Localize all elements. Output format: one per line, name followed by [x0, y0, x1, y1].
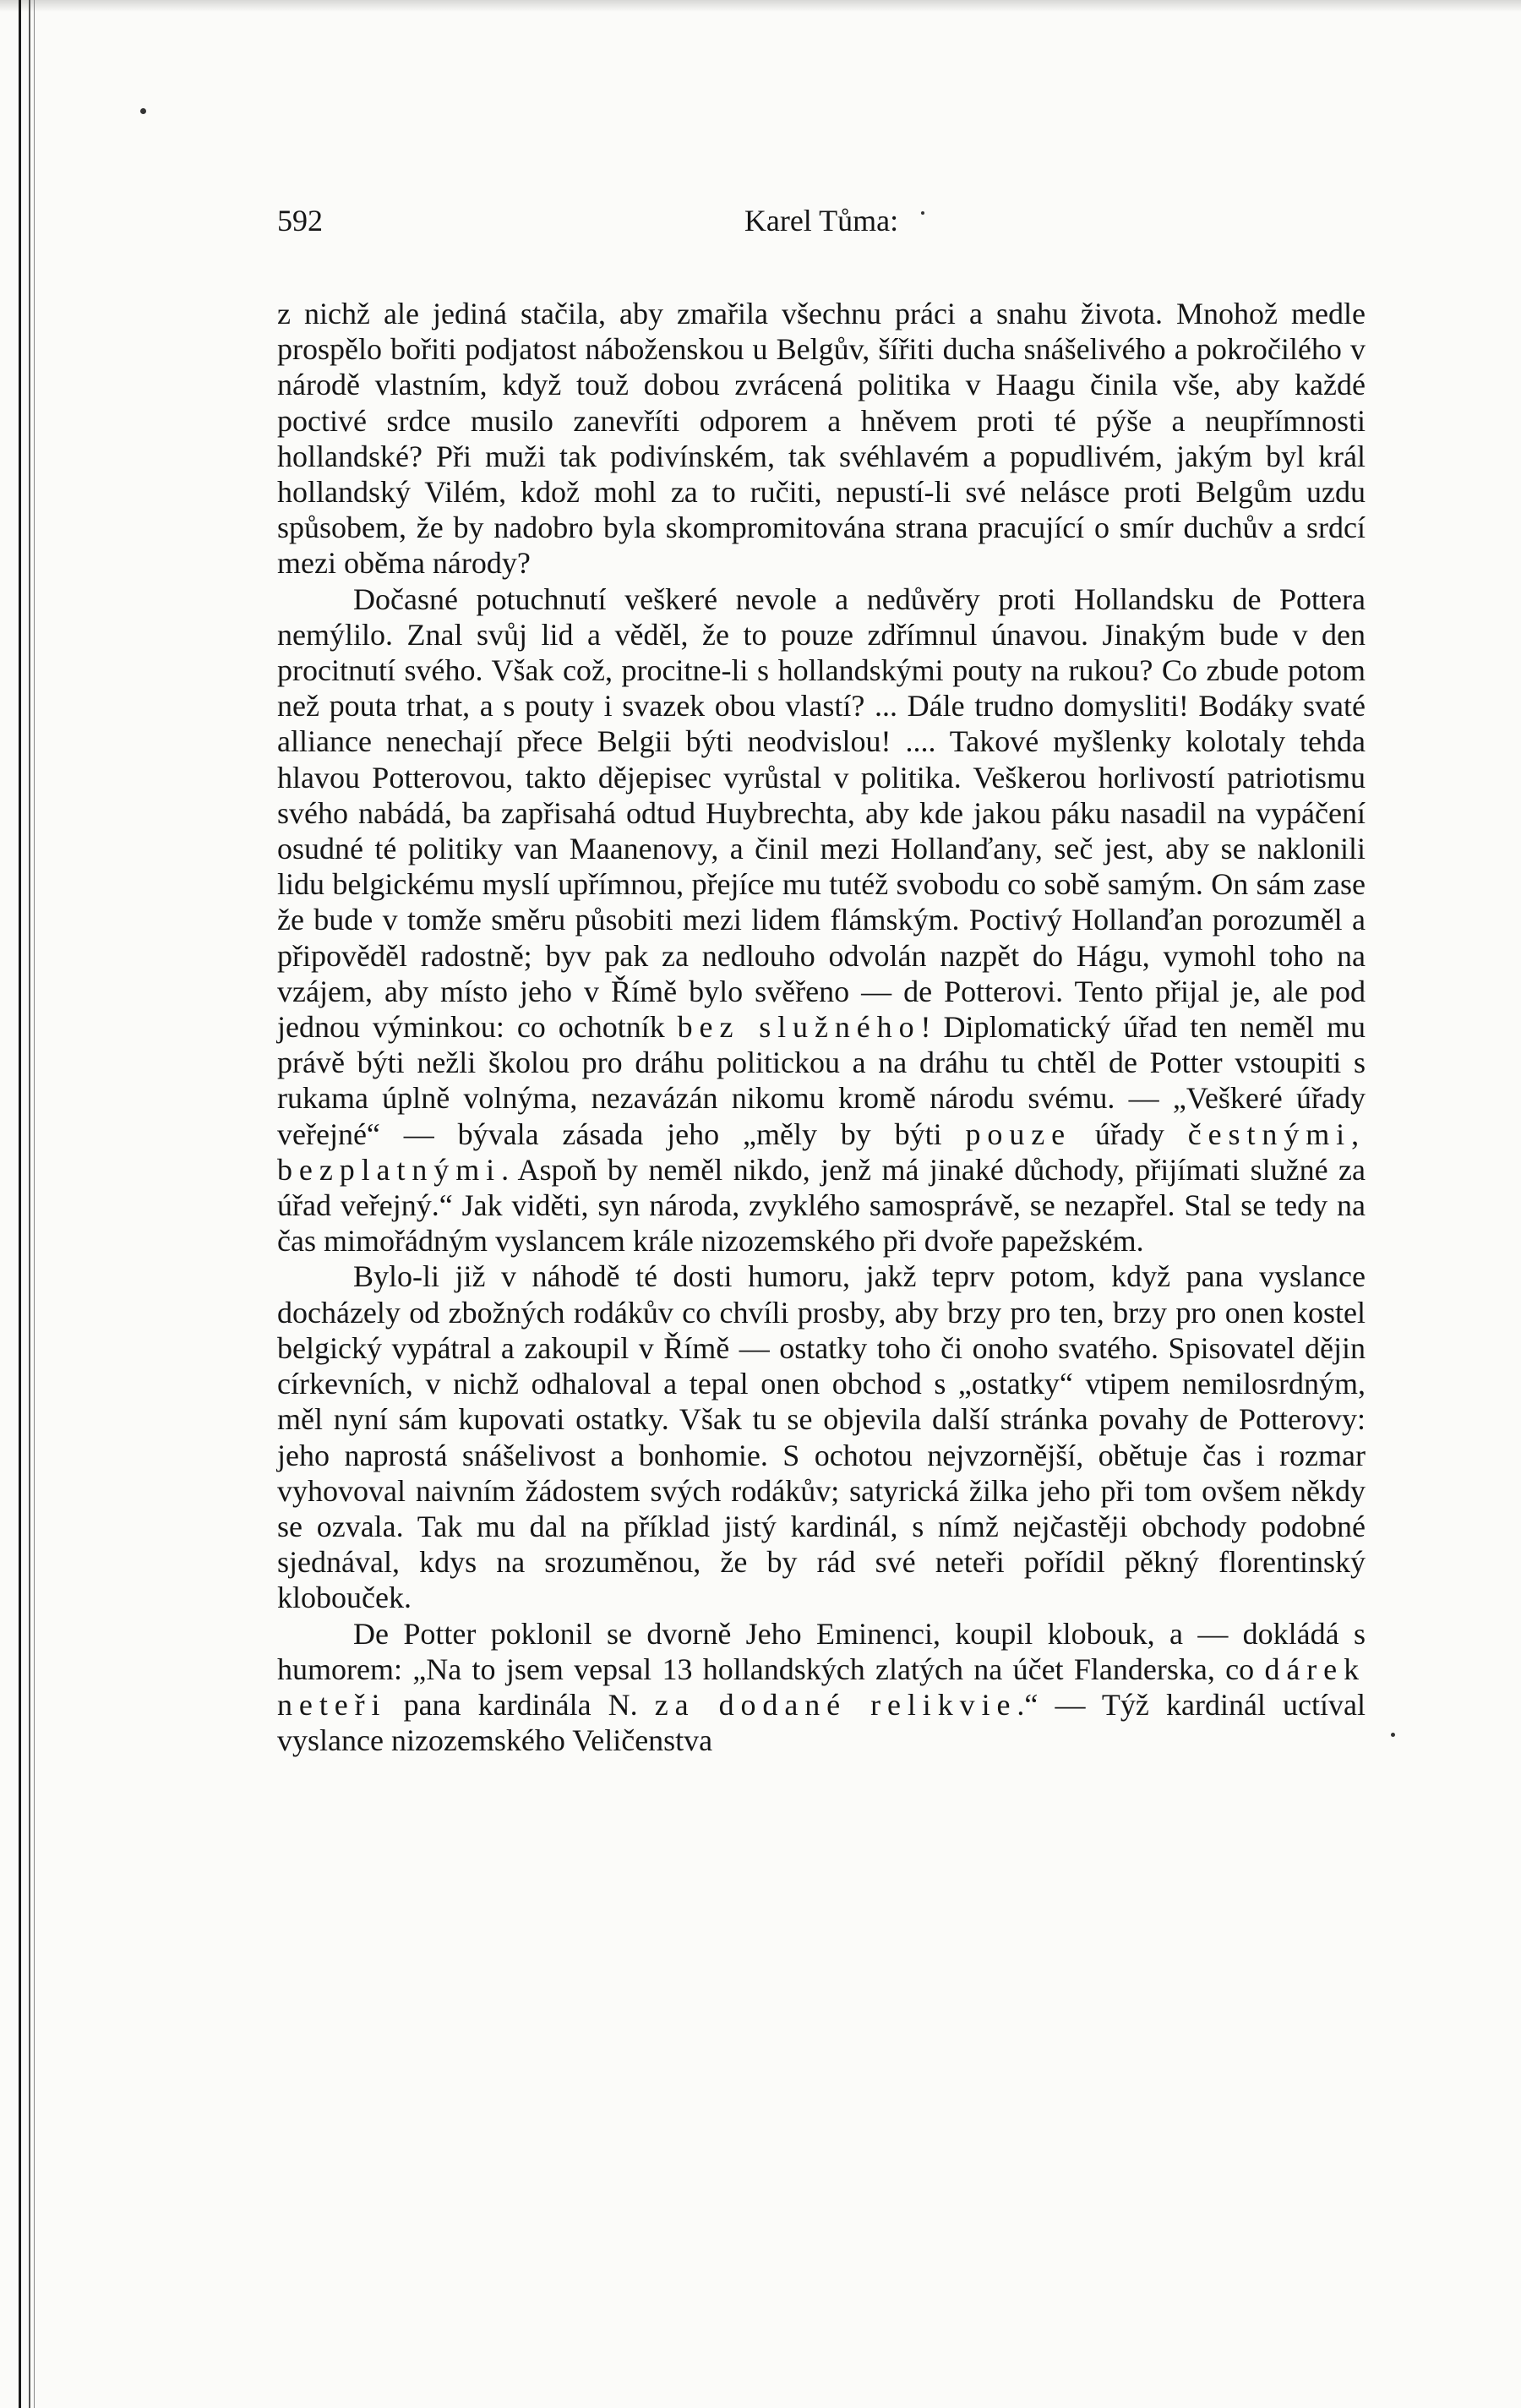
- paragraph-1: [277, 296, 1366, 582]
- paragraph-text: Dočasné potuchnutí veškeré nevole a nedůvěry proti Hollandsku de Pottera nemýlilo. Znal svůj lid a věděl, že to pouze zdřímnul únavou. Jinakým bude v den procitnutí svého. Však což, procitne-li s hollandskými pouty na rukou? Co zbude potom než pouta trhat, a s pouty i svazek obou vlastí? ... Dále trudno domysliti! Bodáky svaté alliance nenechají přece Belgii býti neodvislou! .... Takové myšlenky kolotaly tehda hlavou Potterovou, takto dějepisec vyrůstal v politika. Veškerou horlivostí patriotismu svého nabádá, ba zapřisahá odtud Huybrechta, aby kde jakou páku nasadil na vypáčení osudné té politiky van Maanenovy, a činil mezi Hollanďany, seč jest, aby se naklonili lidu belgickému myslí upřímnou, přejíce mu tutéž svobodu co sobě samým. On sám zase že bude v tomže směru působiti mezi lidem flámským. Poctivý Hollanďan porozuměl a připověděl radostně; byv pak za nedlouho odvolán nazpět do Hágu, vymohl toho na vzájem, aby místo jeho v Římě bylo svěřeno — de Potterovi. Tento přijal je, ale pod jednou výminkou: co ochotník: [277, 582, 1366, 1045]
- body-text: [277, 296, 1366, 1758]
- scan-top-shadow: [0, 0, 1521, 12]
- emphasis-text: pouze: [965, 1117, 1072, 1151]
- emphasis-text: čestnými, bezplatnými: [277, 1117, 1366, 1187]
- paragraph-text: z nichž ale jediná stačila, aby zmařila všechnu práci a snahu života. Mnohož medle prospělo bořiti podjatost náboženskou u Belgův, šířiti ducha snášelivého a pokročilého v národě vlastním, když touž dobou zvrácená politika v Haagu činila vše, aby každé poctivé srdce musilo zanevříti odporem a hněvem proti té pýše a neupřímnosti hollandské? Při muži tak podivínském, tak svéhlavém a popudlivém, jakým byl král hollandský Vilém, kdož mohl za to ručiti, nepustí-li své nelásce proti Belgům uzdu spůsobem, že by nadobro byla skompromitována strana pracující o smír duchův a srdcí mezi oběma národy?: [277, 297, 1366, 581]
- paragraph-text: úřady: [1071, 1117, 1188, 1151]
- binding-edge-line-faint: [34, 0, 35, 2408]
- scan-speck: [1391, 1733, 1395, 1737]
- emphasis-text: bez služného: [677, 1010, 921, 1045]
- running-head: Karel Tůma:: [744, 204, 899, 238]
- paragraph-text: ! Diplomatický úřad ten neměl mu právě býti nežli školou pro dráhu politickou a na dráhu tu chtěl de Potter vstoupiti s rukama úplně volnýma, nezavázán nikomu kromě národu svému. — „Veškeré úřady veřejné“ — bývala zásada jeho „měly by býti: [277, 1010, 1366, 1151]
- paragraph-text: .“ — Týž kardinál uctíval vyslance nizozemského Veličenstva: [277, 1687, 1366, 1758]
- emphasis-text: za dodané relikvie: [654, 1687, 1017, 1722]
- paragraph-2: [277, 582, 1366, 1259]
- paragraph-text: pana kardinála N.: [386, 1687, 655, 1722]
- paragraph-text: De Potter poklonil se dvorně Jeho Eminenci, koupil klobouk, a — dokládá s humorem: „Na to jsem vepsal 13 hollandských zlatých na účet Flanderska, co: [277, 1616, 1366, 1686]
- paragraph-4: [277, 1616, 1366, 1759]
- paragraph-3: [277, 1259, 1366, 1615]
- paragraph-text: Bylo-li již v náhodě té dosti humoru, jakž teprv potom, když pana vyslance docházely od zbožných rodákův co chvíli prosby, aby brzy pro ten, brzy pro onen kostel belgický vypátral a zakoupil v Římě — ostatky toho či onoho svatého. Spisovatel dějin církevních, v nichž odhaloval a tepal onen obchod s „ostatky“ vtipem nemilosrdným, měl nyní sám kupovati ostatky. Však tu se objevila další stránka povahy de Potterovy: jeho naprostá snášelivost a bonhomie. S ochotou nejvzornější, obětuje čas i rozmar vyhovoval naivním žádostem svých rodákův; satyrická žilka jeho při tom ovšem někdy se ozvala. Tak mu dal na příklad jistý kardinál, s nímž nejčastěji obchody podobné sjednával, kdys na srozuměnou, že by rád své neteři pořídil pěkný florentinský klobouček.: [277, 1259, 1366, 1615]
- paragraph-text: . Aspoň by neměl nikdo, jenž má jinaké důchody, přijímati služné za úřad veřejný.“ Jak viděti, syn národa, zvyklého samosprávě, se nezapřel. Stal se tedy na čas mimořádným vyslancem krále nizozemského při dvoře papežském.: [277, 1152, 1366, 1259]
- page-header: [277, 203, 1366, 245]
- emphasis-text: dárek neteři: [277, 1652, 1366, 1722]
- binding-edge-line: [19, 0, 21, 2408]
- page-number: 592: [277, 204, 323, 238]
- binding-edge-line-secondary: [29, 0, 30, 2408]
- scan-speck: [140, 108, 146, 114]
